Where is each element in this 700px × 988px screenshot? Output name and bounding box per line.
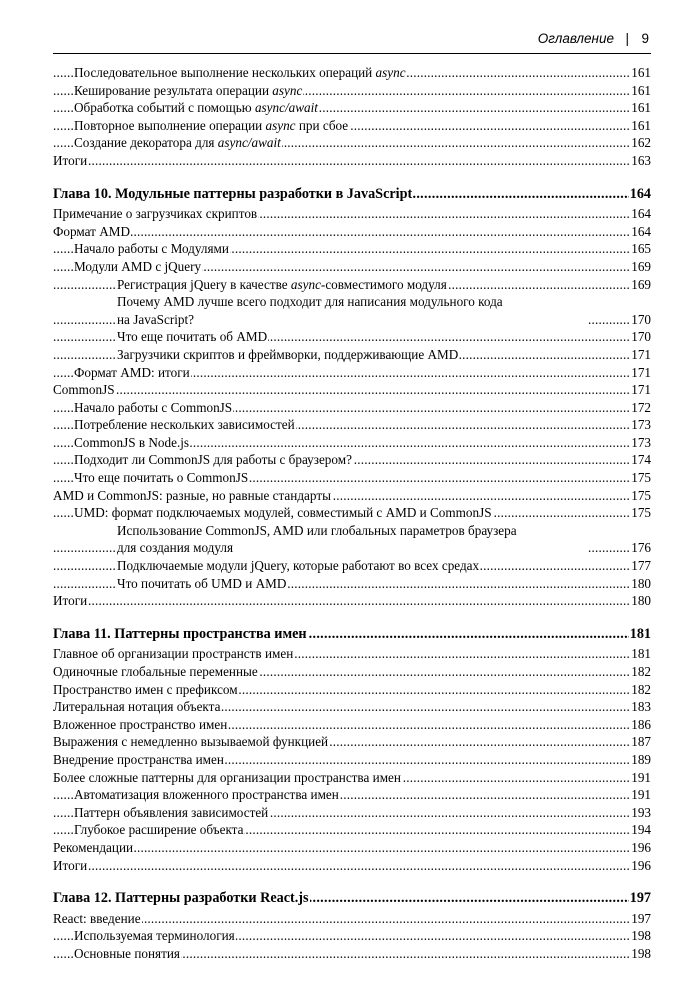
toc-entry [53, 945, 651, 963]
toc-chapter [53, 626, 651, 644]
toc-entry [53, 733, 651, 751]
toc-entry-page: 171 [631, 364, 651, 380]
toc-entry [53, 804, 651, 822]
toc-entry [53, 223, 651, 241]
toc-entry-title: Литеральная нотация объекта [53, 699, 221, 715]
toc-chapter [53, 890, 651, 908]
toc-entry-page: 175 [631, 470, 651, 486]
toc-entry [53, 346, 651, 364]
toc-entry-page: 175 [631, 505, 651, 521]
toc-entry-title: Подходит ли CommonJS для работы с браузером? [74, 452, 352, 468]
toc-entry-page: 187 [631, 734, 651, 750]
toc-entry-page: 161 [631, 100, 651, 116]
toc-entry [53, 328, 651, 346]
toc-entry [53, 522, 651, 557]
toc-entry [53, 205, 651, 223]
toc-entry-page: 183 [631, 699, 651, 715]
toc-entry-title: React: введение [53, 910, 141, 926]
toc-entry-title: Итоги [53, 857, 88, 873]
toc-entry-page: 196 [631, 839, 651, 855]
toc-entry-title: Основные понятия [74, 945, 180, 961]
toc-entry-title: Начало работы с CommonJS [74, 399, 233, 415]
toc-entry-title: Примечание о загрузчиках скриптов [53, 206, 258, 222]
toc-entry [53, 82, 651, 100]
toc-entry-title: Кеширование результата операции async [74, 82, 303, 98]
toc-entry-page: 162 [631, 135, 651, 151]
toc-entry-page: 164 [631, 223, 651, 239]
toc-entry [53, 769, 651, 787]
toc-entry-page: 170 [631, 311, 651, 327]
toc-entry [53, 557, 651, 575]
toc-entry-title: Что еще почитать о CommonJS [74, 470, 249, 486]
toc-entry-title: Более сложные паттерны для организации пространства имен [53, 769, 401, 785]
toc-entry-title: Что почитать об UMD и AMD [117, 575, 287, 591]
toc-entry-title: CommonJS в Node.js [74, 434, 190, 450]
toc-entry-title: Начало работы с Модулями [74, 241, 229, 257]
toc-entry [53, 240, 651, 258]
toc-entry [53, 451, 651, 469]
toc-entry-title: Вложенное пространство имен [53, 716, 228, 732]
toc-entry-title: Подключаемые модули jQuery, которые работают во всех средах [117, 558, 480, 574]
toc-entry-title [117, 293, 588, 328]
toc-entry-page: 193 [631, 804, 651, 820]
toc-entry-page: 170 [631, 329, 651, 345]
toc-entry-page: 191 [631, 769, 651, 785]
toc-entry [53, 134, 651, 152]
header-title: Оглавление [537, 31, 614, 46]
toc-entry [53, 645, 651, 663]
toc-chapter [53, 186, 651, 204]
toc-entry-page: 169 [631, 276, 651, 292]
toc-entry-title: Формат AMD [53, 223, 131, 239]
toc-entry [53, 575, 651, 593]
toc-entry-page: 163 [631, 152, 651, 168]
toc-entry [53, 698, 651, 716]
toc-entry-page: 175 [631, 487, 651, 503]
toc-entry [53, 364, 651, 382]
toc-entry-page: 182 [631, 681, 651, 697]
toc-entry-title: Создание декоратора для async/await [74, 135, 281, 151]
toc-entry-page: 174 [631, 452, 651, 468]
toc-entry-line: Использование CommonJS, AMD или глобальных параметров браузера [117, 522, 517, 538]
toc-entry-title: Формат AMD: итоги [74, 364, 190, 380]
toc-entry [53, 487, 651, 505]
toc-entry-page: 171 [631, 382, 651, 398]
toc-entry-line: Почему AMD лучше всего подходит для написания модульного кода [117, 294, 503, 310]
toc-entry-page: 194 [631, 822, 651, 838]
toc-entry-title: Модули AMD с jQuery [74, 258, 202, 274]
toc-entry-title: Что еще почитать об AMD [117, 329, 268, 345]
toc-entry-page: 191 [631, 787, 651, 803]
toc-entry-page: 173 [631, 434, 651, 450]
toc-entry-title: Потребление нескольких зависимостей [74, 417, 295, 433]
table-of-contents [53, 64, 651, 963]
toc-entry [53, 258, 651, 276]
toc-entry-title: Глава 11. Паттерны пространства имен [53, 625, 307, 642]
toc-entry-page: 172 [631, 399, 651, 415]
toc-entry-title: Внедрение пространства имен [53, 751, 224, 767]
toc-entry-page: 165 [631, 241, 651, 257]
toc-entry-title: Регистрация jQuery в качестве async-совместимого модуля [117, 276, 447, 292]
toc-entry-title: Загрузчики скриптов и фреймворки, поддерживающие AMD [117, 346, 459, 362]
toc-entry [53, 399, 651, 417]
toc-entry [53, 416, 651, 434]
toc-entry [53, 786, 651, 804]
toc-entry-title: Главное об организации пространств имен [53, 646, 294, 662]
toc-entry-page: 182 [631, 664, 651, 679]
toc-entry [53, 276, 651, 294]
toc-entry-page: 180 [631, 575, 651, 591]
toc-entry [53, 152, 651, 170]
toc-entry-title: Глава 12. Паттерны разработки React.js [53, 890, 309, 907]
toc-entry-page: 177 [631, 558, 651, 574]
toc-entry-title: Обработка событий с помощью async/await [74, 100, 318, 116]
toc-entry [53, 857, 651, 875]
toc-entry-line: на JavaScript? [117, 311, 194, 327]
toc-entry-title: UMD: формат подключаемых модулей, совместимый с AMD и CommonJS [74, 505, 492, 521]
toc-entry-page: 164 [631, 206, 651, 222]
toc-entry-page: 161 [631, 82, 651, 98]
toc-entry-page: 197 [631, 910, 651, 926]
toc-entry-page: 198 [631, 945, 651, 961]
toc-entry-page: 197 [629, 890, 651, 907]
toc-entry [53, 293, 651, 328]
toc-entry-title: Итоги [53, 152, 88, 168]
toc-entry-page: 173 [631, 417, 651, 433]
toc-entry-page: 180 [631, 593, 651, 609]
toc-entry-page: 164 [629, 185, 651, 202]
toc-entry-page: 181 [629, 625, 651, 642]
toc-entry [53, 927, 651, 945]
toc-entry [53, 469, 651, 487]
toc-entry-page: 186 [631, 716, 651, 732]
toc-entry [53, 681, 651, 699]
toc-entry-title: Автоматизация вложенного пространства имен [74, 787, 339, 803]
toc-entry-title: AMD и CommonJS: разные, но равные стандарты [53, 487, 331, 503]
toc-entry-title: Глубокое расширение объекта [74, 822, 244, 838]
toc-entry-page: 169 [631, 258, 651, 274]
toc-entry-page: 171 [631, 346, 651, 362]
toc-entry-title [117, 522, 588, 557]
toc-entry-page: 189 [631, 751, 651, 767]
toc-entry [53, 504, 651, 522]
toc-entry-page: 196 [631, 857, 651, 873]
header-page-number: 9 [641, 31, 649, 46]
toc-entry-title: Итоги [53, 593, 88, 609]
toc-entry-title: Повторное выполнение операции async при сбое [74, 117, 349, 133]
toc-entry [53, 99, 651, 117]
toc-entry-page: 181 [631, 646, 651, 662]
toc-entry [53, 910, 651, 928]
toc-entry [53, 751, 651, 769]
toc-entry-line: для создания модуля [117, 540, 234, 556]
running-header [53, 27, 651, 54]
toc-entry-title: Выражения с немедленно вызываемой функцией [53, 734, 329, 750]
toc-entry-title: Рекомендации [53, 839, 134, 855]
toc-entry-title: CommonJS [53, 382, 115, 398]
toc-entry [53, 434, 651, 452]
toc-entry [53, 821, 651, 839]
toc-entry [53, 592, 651, 610]
toc-entry-page: 161 [631, 117, 651, 133]
toc-entry-title: Последовательное выполнение нескольких операций async [74, 65, 406, 80]
toc-entry [53, 839, 651, 857]
toc-entry [53, 117, 651, 135]
toc-entry-page: 198 [631, 928, 651, 944]
header-separator: | [625, 31, 629, 46]
toc-entry [53, 64, 651, 82]
toc-entry [53, 716, 651, 734]
toc-entry [53, 381, 651, 399]
toc-entry-title: Используемая терминология [74, 928, 235, 944]
toc-entry-title: Глава 10. Модульные паттерны разработки в JavaScript [53, 185, 413, 202]
toc-entry-page: 176 [631, 540, 651, 556]
toc-entry-page: 161 [631, 65, 651, 80]
toc-entry-title: Пространство имен с префиксом [53, 681, 238, 697]
toc-entry [53, 663, 651, 681]
toc-entry-title: Одиночные глобальные переменные [53, 664, 258, 679]
toc-entry-title: Паттерн объявления зависимостей [74, 804, 269, 820]
